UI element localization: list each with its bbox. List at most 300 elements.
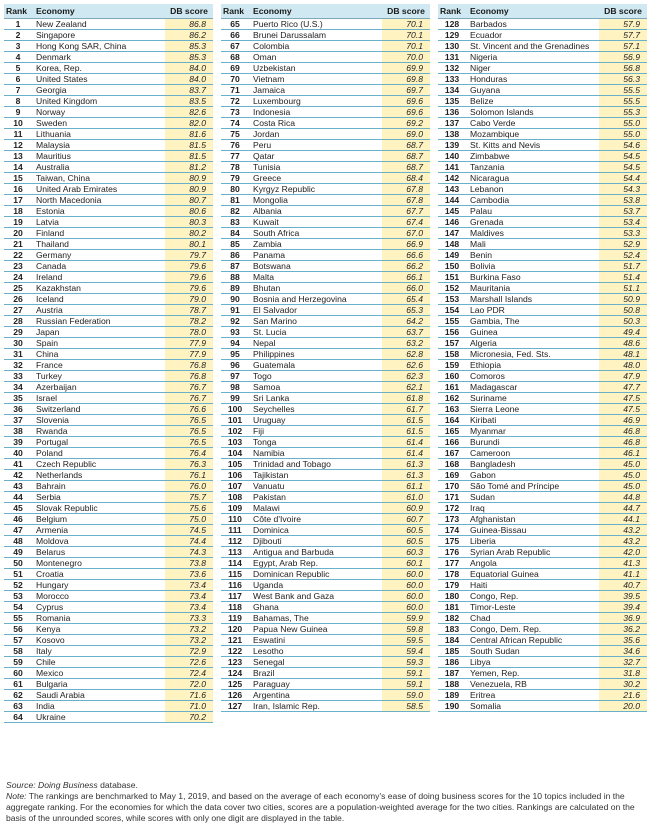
table-row bbox=[221, 129, 430, 140]
economy-cell: Afghanistan bbox=[466, 514, 599, 525]
economy-cell: India bbox=[32, 701, 165, 712]
table-row bbox=[438, 19, 647, 30]
score-cell: 67.8 bbox=[382, 184, 430, 195]
score-cell: 80.6 bbox=[165, 206, 213, 217]
economy-cell: Equatorial Guinea bbox=[466, 569, 599, 580]
table-row bbox=[4, 679, 213, 690]
rank-cell: 174 bbox=[438, 525, 466, 536]
score-cell: 80.3 bbox=[165, 217, 213, 228]
economy-cell: Japan bbox=[32, 327, 165, 338]
table-row bbox=[438, 459, 647, 470]
rank-cell: 31 bbox=[4, 349, 32, 360]
table-row bbox=[221, 162, 430, 173]
rank-cell: 115 bbox=[221, 569, 249, 580]
table-row bbox=[221, 657, 430, 668]
score-cell: 52.9 bbox=[599, 239, 647, 250]
score-cell: 50.3 bbox=[599, 316, 647, 327]
score-cell: 71.0 bbox=[165, 701, 213, 712]
score-cell: 67.0 bbox=[382, 228, 430, 239]
rank-cell: 159 bbox=[438, 360, 466, 371]
score-cell: 79.0 bbox=[165, 294, 213, 305]
rank-cell: 157 bbox=[438, 338, 466, 349]
rank-cell: 155 bbox=[438, 316, 466, 327]
economy-cell: Slovak Republic bbox=[32, 503, 165, 514]
table-row bbox=[438, 173, 647, 184]
table-row bbox=[438, 448, 647, 459]
score-cell: 76.5 bbox=[165, 415, 213, 426]
table-row bbox=[221, 96, 430, 107]
economy-cell: Somalia bbox=[466, 701, 599, 712]
rank-cell: 35 bbox=[4, 393, 32, 404]
score-cell: 67.8 bbox=[382, 195, 430, 206]
economy-cell: Romania bbox=[32, 613, 165, 624]
score-cell: 55.0 bbox=[599, 118, 647, 129]
table-row bbox=[221, 118, 430, 129]
economy-cell: St. Lucia bbox=[249, 327, 382, 338]
table-row bbox=[438, 591, 647, 602]
score-cell: 72.9 bbox=[165, 646, 213, 657]
table-row bbox=[4, 393, 213, 404]
score-cell: 66.1 bbox=[382, 272, 430, 283]
score-cell: 62.3 bbox=[382, 371, 430, 382]
table-row bbox=[438, 107, 647, 118]
table-row bbox=[438, 96, 647, 107]
score-cell: 70.2 bbox=[165, 712, 213, 723]
table-row bbox=[221, 624, 430, 635]
rank-cell: 18 bbox=[4, 206, 32, 217]
score-cell: 57.7 bbox=[599, 30, 647, 41]
rank-header: Rank bbox=[221, 4, 249, 19]
economy-cell: Tanzania bbox=[466, 162, 599, 173]
table-row bbox=[221, 437, 430, 448]
table-row bbox=[438, 668, 647, 679]
score-cell: 43.2 bbox=[599, 536, 647, 547]
score-cell: 80.1 bbox=[165, 239, 213, 250]
economy-cell: Austria bbox=[32, 305, 165, 316]
economy-cell: Maldives bbox=[466, 228, 599, 239]
score-cell: 78.2 bbox=[165, 316, 213, 327]
score-cell: 80.9 bbox=[165, 173, 213, 184]
table-row bbox=[4, 613, 213, 624]
table-row bbox=[438, 514, 647, 525]
rank-cell: 104 bbox=[221, 448, 249, 459]
score-cell: 58.5 bbox=[382, 701, 430, 712]
economy-cell: Belize bbox=[466, 96, 599, 107]
score-cell: 59.9 bbox=[382, 613, 430, 624]
score-cell: 55.3 bbox=[599, 107, 647, 118]
economy-cell: Comoros bbox=[466, 371, 599, 382]
table-row bbox=[438, 349, 647, 360]
score-cell: 61.8 bbox=[382, 393, 430, 404]
score-cell: 42.0 bbox=[599, 547, 647, 558]
table-row bbox=[221, 85, 430, 96]
table-row bbox=[4, 272, 213, 283]
rank-cell: 120 bbox=[221, 624, 249, 635]
economy-cell: Sweden bbox=[32, 118, 165, 129]
rank-cell: 133 bbox=[438, 74, 466, 85]
economy-cell: Myanmar bbox=[466, 426, 599, 437]
score-cell: 60.7 bbox=[382, 514, 430, 525]
score-cell: 69.2 bbox=[382, 118, 430, 129]
score-cell: 46.9 bbox=[599, 415, 647, 426]
rank-cell: 2 bbox=[4, 30, 32, 41]
table-row bbox=[4, 536, 213, 547]
economy-cell: Yemen, Rep. bbox=[466, 668, 599, 679]
table-row bbox=[221, 393, 430, 404]
score-cell: 82.6 bbox=[165, 107, 213, 118]
rank-cell: 164 bbox=[438, 415, 466, 426]
economy-cell: São Tomé and Príncipe bbox=[466, 481, 599, 492]
economy-cell: St. Vincent and the Grenadines bbox=[466, 41, 599, 52]
score-cell: 47.7 bbox=[599, 382, 647, 393]
rank-cell: 123 bbox=[221, 657, 249, 668]
score-cell: 61.5 bbox=[382, 426, 430, 437]
score-cell: 77.9 bbox=[165, 349, 213, 360]
score-cell: 49.4 bbox=[599, 327, 647, 338]
table-row bbox=[221, 679, 430, 690]
table-row bbox=[438, 228, 647, 239]
rank-cell: 144 bbox=[438, 195, 466, 206]
economy-cell: Kazakhstan bbox=[32, 283, 165, 294]
table-row bbox=[221, 151, 430, 162]
score-cell: 84.0 bbox=[165, 74, 213, 85]
table-row bbox=[4, 503, 213, 514]
rank-cell: 122 bbox=[221, 646, 249, 657]
table-row bbox=[438, 404, 647, 415]
economy-cell: Libya bbox=[466, 657, 599, 668]
table-row bbox=[4, 448, 213, 459]
table-row bbox=[221, 371, 430, 382]
economy-cell: Burundi bbox=[466, 437, 599, 448]
table-row bbox=[4, 118, 213, 129]
economy-cell: Indonesia bbox=[249, 107, 382, 118]
table-row bbox=[438, 569, 647, 580]
economy-cell: Venezuela, RB bbox=[466, 679, 599, 690]
table-row bbox=[221, 613, 430, 624]
score-cell: 59.1 bbox=[382, 679, 430, 690]
rank-cell: 76 bbox=[221, 140, 249, 151]
source-rest: database. bbox=[100, 780, 138, 790]
score-cell: 59.5 bbox=[382, 635, 430, 646]
score-cell: 57.1 bbox=[599, 41, 647, 52]
table-row bbox=[438, 118, 647, 129]
score-cell: 36.2 bbox=[599, 624, 647, 635]
table-row bbox=[438, 580, 647, 591]
economy-cell: Barbados bbox=[466, 19, 599, 30]
economy-cell: Argentina bbox=[249, 690, 382, 701]
table-row bbox=[438, 393, 647, 404]
economy-cell: Honduras bbox=[466, 74, 599, 85]
economy-header: Economy bbox=[32, 4, 165, 19]
table-row bbox=[221, 415, 430, 426]
economy-cell: Puerto Rico (U.S.) bbox=[249, 19, 382, 30]
score-cell: 55.0 bbox=[599, 129, 647, 140]
table-row bbox=[221, 63, 430, 74]
economy-cell: Lebanon bbox=[466, 184, 599, 195]
rank-header: Rank bbox=[438, 4, 466, 19]
table-row bbox=[221, 481, 430, 492]
rank-cell: 147 bbox=[438, 228, 466, 239]
table-row bbox=[221, 294, 430, 305]
rank-cell: 98 bbox=[221, 382, 249, 393]
economy-cell: Luxembourg bbox=[249, 96, 382, 107]
economy-cell: Korea, Rep. bbox=[32, 63, 165, 74]
score-cell: 73.2 bbox=[165, 635, 213, 646]
score-cell: 73.3 bbox=[165, 613, 213, 624]
rank-cell: 8 bbox=[4, 96, 32, 107]
economy-cell: Kosovo bbox=[32, 635, 165, 646]
rank-cell: 70 bbox=[221, 74, 249, 85]
table-row bbox=[221, 41, 430, 52]
table-row bbox=[438, 382, 647, 393]
table-row bbox=[221, 558, 430, 569]
economy-cell: Niger bbox=[466, 63, 599, 74]
rank-cell: 74 bbox=[221, 118, 249, 129]
score-cell: 59.3 bbox=[382, 657, 430, 668]
rank-cell: 83 bbox=[221, 217, 249, 228]
economy-cell: Colombia bbox=[249, 41, 382, 52]
economy-cell: Denmark bbox=[32, 52, 165, 63]
table-row bbox=[221, 19, 430, 30]
rank-cell: 100 bbox=[221, 404, 249, 415]
score-cell: 61.3 bbox=[382, 470, 430, 481]
rank-cell: 16 bbox=[4, 184, 32, 195]
table-row bbox=[221, 206, 430, 217]
table-row bbox=[221, 580, 430, 591]
score-cell: 51.1 bbox=[599, 283, 647, 294]
economy-cell: Fiji bbox=[249, 426, 382, 437]
rank-cell: 28 bbox=[4, 316, 32, 327]
economy-cell: Netherlands bbox=[32, 470, 165, 481]
economy-cell: Nigeria bbox=[466, 52, 599, 63]
table-row bbox=[438, 305, 647, 316]
table-row bbox=[438, 360, 647, 371]
table-row bbox=[221, 635, 430, 646]
score-cell: 73.4 bbox=[165, 591, 213, 602]
score-cell: 55.5 bbox=[599, 85, 647, 96]
table-row bbox=[221, 140, 430, 151]
score-cell: 73.4 bbox=[165, 602, 213, 613]
rank-cell: 32 bbox=[4, 360, 32, 371]
rank-cell: 72 bbox=[221, 96, 249, 107]
score-cell: 81.5 bbox=[165, 140, 213, 151]
table-row bbox=[221, 591, 430, 602]
economy-cell: Slovenia bbox=[32, 415, 165, 426]
economy-cell: Bahrain bbox=[32, 481, 165, 492]
rank-cell: 7 bbox=[4, 85, 32, 96]
score-cell: 45.0 bbox=[599, 481, 647, 492]
economy-cell: Rwanda bbox=[32, 426, 165, 437]
table-row bbox=[221, 239, 430, 250]
score-cell: 60.1 bbox=[382, 558, 430, 569]
rank-cell: 42 bbox=[4, 470, 32, 481]
score-cell: 61.4 bbox=[382, 448, 430, 459]
economy-cell: Botswana bbox=[249, 261, 382, 272]
rank-cell: 73 bbox=[221, 107, 249, 118]
table-row bbox=[4, 85, 213, 96]
economy-cell: Algeria bbox=[466, 338, 599, 349]
rank-cell: 190 bbox=[438, 701, 466, 712]
score-cell: 76.0 bbox=[165, 481, 213, 492]
rank-cell: 21 bbox=[4, 239, 32, 250]
table-row bbox=[4, 74, 213, 85]
table-row bbox=[221, 503, 430, 514]
rank-cell: 180 bbox=[438, 591, 466, 602]
score-cell: 45.0 bbox=[599, 470, 647, 481]
header-row bbox=[4, 4, 213, 19]
economy-cell: Mexico bbox=[32, 668, 165, 679]
economy-cell: El Salvador bbox=[249, 305, 382, 316]
economy-cell: Mozambique bbox=[466, 129, 599, 140]
economy-cell: Chad bbox=[466, 613, 599, 624]
score-cell: 61.3 bbox=[382, 459, 430, 470]
ranking-table bbox=[221, 4, 430, 712]
note-line bbox=[6, 791, 646, 824]
rank-cell: 101 bbox=[221, 415, 249, 426]
score-cell: 60.5 bbox=[382, 525, 430, 536]
table-row bbox=[4, 382, 213, 393]
economy-cell: Palau bbox=[466, 206, 599, 217]
rank-cell: 75 bbox=[221, 129, 249, 140]
rank-cell: 185 bbox=[438, 646, 466, 657]
economy-cell: Tonga bbox=[249, 437, 382, 448]
economy-cell: Côte d'Ivoire bbox=[249, 514, 382, 525]
score-cell: 69.0 bbox=[382, 129, 430, 140]
table-row bbox=[438, 646, 647, 657]
table-row bbox=[221, 690, 430, 701]
rank-cell: 134 bbox=[438, 85, 466, 96]
table-row bbox=[4, 404, 213, 415]
rank-cell: 117 bbox=[221, 591, 249, 602]
table-row bbox=[4, 602, 213, 613]
table-row bbox=[221, 547, 430, 558]
rank-cell: 37 bbox=[4, 415, 32, 426]
table-row bbox=[4, 371, 213, 382]
table-row bbox=[221, 525, 430, 536]
table-row bbox=[4, 525, 213, 536]
rank-cell: 38 bbox=[4, 426, 32, 437]
table-row bbox=[438, 536, 647, 547]
economy-cell: Armenia bbox=[32, 525, 165, 536]
table-row bbox=[221, 701, 430, 712]
rank-cell: 5 bbox=[4, 63, 32, 74]
economy-cell: Guyana bbox=[466, 85, 599, 96]
economy-cell: Papua New Guinea bbox=[249, 624, 382, 635]
rank-cell: 156 bbox=[438, 327, 466, 338]
score-cell: 82.0 bbox=[165, 118, 213, 129]
table-row bbox=[4, 30, 213, 41]
rank-cell: 65 bbox=[221, 19, 249, 30]
score-cell: 81.6 bbox=[165, 129, 213, 140]
rank-cell: 71 bbox=[221, 85, 249, 96]
rank-cell: 187 bbox=[438, 668, 466, 679]
table-row bbox=[4, 657, 213, 668]
score-cell: 79.6 bbox=[165, 272, 213, 283]
economy-cell: Bulgaria bbox=[32, 679, 165, 690]
rank-cell: 171 bbox=[438, 492, 466, 503]
score-cell: 54.4 bbox=[599, 173, 647, 184]
economy-cell: Nicaragua bbox=[466, 173, 599, 184]
economy-cell: Belarus bbox=[32, 547, 165, 558]
score-cell: 60.0 bbox=[382, 591, 430, 602]
rank-cell: 130 bbox=[438, 41, 466, 52]
score-cell: 65.4 bbox=[382, 294, 430, 305]
score-header: DB score bbox=[599, 4, 647, 19]
score-cell: 46.8 bbox=[599, 426, 647, 437]
rank-cell: 152 bbox=[438, 283, 466, 294]
rank-cell: 79 bbox=[221, 173, 249, 184]
table-row bbox=[4, 228, 213, 239]
rank-cell: 107 bbox=[221, 481, 249, 492]
score-cell: 76.7 bbox=[165, 393, 213, 404]
table-row bbox=[221, 261, 430, 272]
table-row bbox=[4, 173, 213, 184]
score-cell: 64.2 bbox=[382, 316, 430, 327]
economy-cell: Brunei Darussalam bbox=[249, 30, 382, 41]
score-cell: 76.6 bbox=[165, 404, 213, 415]
rank-cell: 84 bbox=[221, 228, 249, 239]
economy-cell: Lesotho bbox=[249, 646, 382, 657]
rank-cell: 170 bbox=[438, 481, 466, 492]
economy-cell: Gambia, The bbox=[466, 316, 599, 327]
table-notes bbox=[6, 780, 646, 824]
table-row bbox=[4, 316, 213, 327]
score-cell: 48.0 bbox=[599, 360, 647, 371]
table-row bbox=[438, 316, 647, 327]
table-row bbox=[438, 525, 647, 536]
economy-cell: United Arab Emirates bbox=[32, 184, 165, 195]
score-cell: 65.3 bbox=[382, 305, 430, 316]
rank-cell: 143 bbox=[438, 184, 466, 195]
table-row bbox=[438, 63, 647, 74]
score-cell: 50.9 bbox=[599, 294, 647, 305]
score-cell: 75.7 bbox=[165, 492, 213, 503]
economy-cell: Solomon Islands bbox=[466, 107, 599, 118]
rank-cell: 124 bbox=[221, 668, 249, 679]
rank-cell: 85 bbox=[221, 239, 249, 250]
rank-cell: 96 bbox=[221, 360, 249, 371]
score-cell: 47.9 bbox=[599, 371, 647, 382]
rank-cell: 12 bbox=[4, 140, 32, 151]
table-row bbox=[438, 272, 647, 283]
economy-cell: Malaysia bbox=[32, 140, 165, 151]
score-cell: 53.8 bbox=[599, 195, 647, 206]
economy-cell: Congo, Rep. bbox=[466, 591, 599, 602]
rank-cell: 57 bbox=[4, 635, 32, 646]
rank-cell: 77 bbox=[221, 151, 249, 162]
table-row bbox=[4, 129, 213, 140]
table-row bbox=[438, 690, 647, 701]
table-row bbox=[4, 668, 213, 679]
economy-cell: France bbox=[32, 360, 165, 371]
score-cell: 44.7 bbox=[599, 503, 647, 514]
table-row bbox=[4, 481, 213, 492]
economy-cell: Hong Kong SAR, China bbox=[32, 41, 165, 52]
table-row bbox=[438, 437, 647, 448]
economy-cell: Eswatini bbox=[249, 635, 382, 646]
economy-cell: Mongolia bbox=[249, 195, 382, 206]
score-cell: 78.0 bbox=[165, 327, 213, 338]
table-row bbox=[221, 338, 430, 349]
score-cell: 51.4 bbox=[599, 272, 647, 283]
score-cell: 52.4 bbox=[599, 250, 647, 261]
score-cell: 50.8 bbox=[599, 305, 647, 316]
table-row bbox=[438, 481, 647, 492]
rank-cell: 44 bbox=[4, 492, 32, 503]
economy-cell: Paraguay bbox=[249, 679, 382, 690]
score-cell: 73.4 bbox=[165, 580, 213, 591]
rank-cell: 88 bbox=[221, 272, 249, 283]
